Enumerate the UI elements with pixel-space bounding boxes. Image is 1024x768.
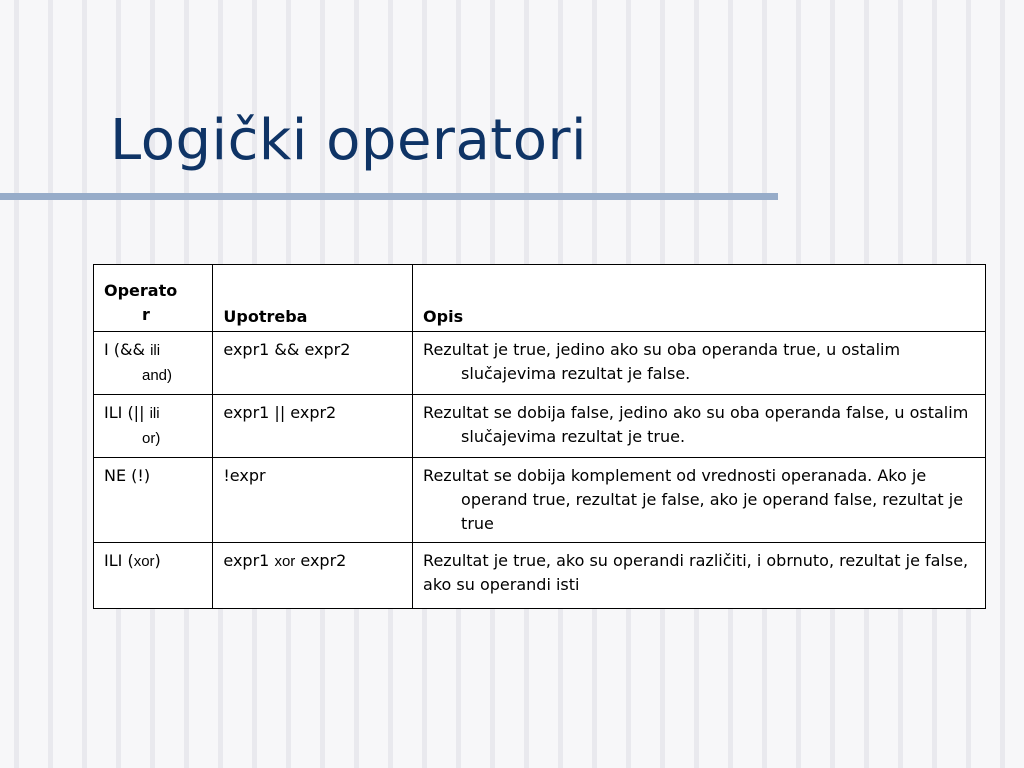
usage-operand-a: expr1 xyxy=(223,551,270,570)
usage-cell: expr1 && expr2 xyxy=(213,332,413,395)
description-text: Rezultat je true, ako su operandi različiti, i obrnuto, rezultat je false, ako su operandi isti xyxy=(423,551,969,594)
description-text: Rezultat se dobija false, jedino ako su oba operanda false, u ostalim slučajevima rezultat je true. xyxy=(423,403,969,446)
usage-keyword: xor xyxy=(274,553,296,570)
operator-name: ILI ( xyxy=(104,551,134,570)
description-cell xyxy=(413,395,986,458)
description-cell xyxy=(413,332,986,395)
operator-name: I (&& xyxy=(104,340,145,359)
operator-name: NE (!) xyxy=(104,466,151,485)
operator-note: ili xyxy=(149,405,160,422)
operator-note: ili xyxy=(150,342,161,359)
description-text: Rezultat se dobija komplement od vrednosti operanada. Ako je operand true, rezultat je false, ako je operand false, rezultat je true xyxy=(423,466,964,533)
description-cell xyxy=(413,543,986,609)
header-operator-line1: Operato xyxy=(104,281,178,300)
operator-note-cont: ) xyxy=(154,551,161,570)
title-underline xyxy=(0,193,778,200)
operator-cell xyxy=(94,332,213,395)
operator-cell xyxy=(94,543,213,609)
table-row xyxy=(94,543,986,609)
operator-note: xor xyxy=(133,553,155,570)
table-header-row xyxy=(94,265,986,332)
operator-name: ILI (|| xyxy=(104,403,145,422)
table-row xyxy=(94,395,986,458)
operator-cell xyxy=(94,395,213,458)
description-text: Rezultat je true, jedino ako su oba operanda true, u ostalim slučajevima rezultat je false. xyxy=(423,340,901,383)
header-operator xyxy=(94,265,213,332)
usage-cell: !expr xyxy=(213,458,413,543)
header-operator-line2: r xyxy=(142,305,150,324)
table-row xyxy=(94,458,986,543)
operator-note-cont: or) xyxy=(142,430,161,447)
slide-title: Logički operatori xyxy=(110,108,588,173)
description-cell xyxy=(413,458,986,543)
table-row xyxy=(94,332,986,395)
operator-note-cont: and) xyxy=(142,367,173,384)
operator-cell xyxy=(94,458,213,543)
operators-table xyxy=(93,264,986,609)
header-usage: Upotreba xyxy=(213,265,413,332)
usage-cell xyxy=(213,543,413,609)
usage-operand-b: expr2 xyxy=(300,551,347,570)
usage-cell: expr1 || expr2 xyxy=(213,395,413,458)
header-description: Opis xyxy=(413,265,986,332)
